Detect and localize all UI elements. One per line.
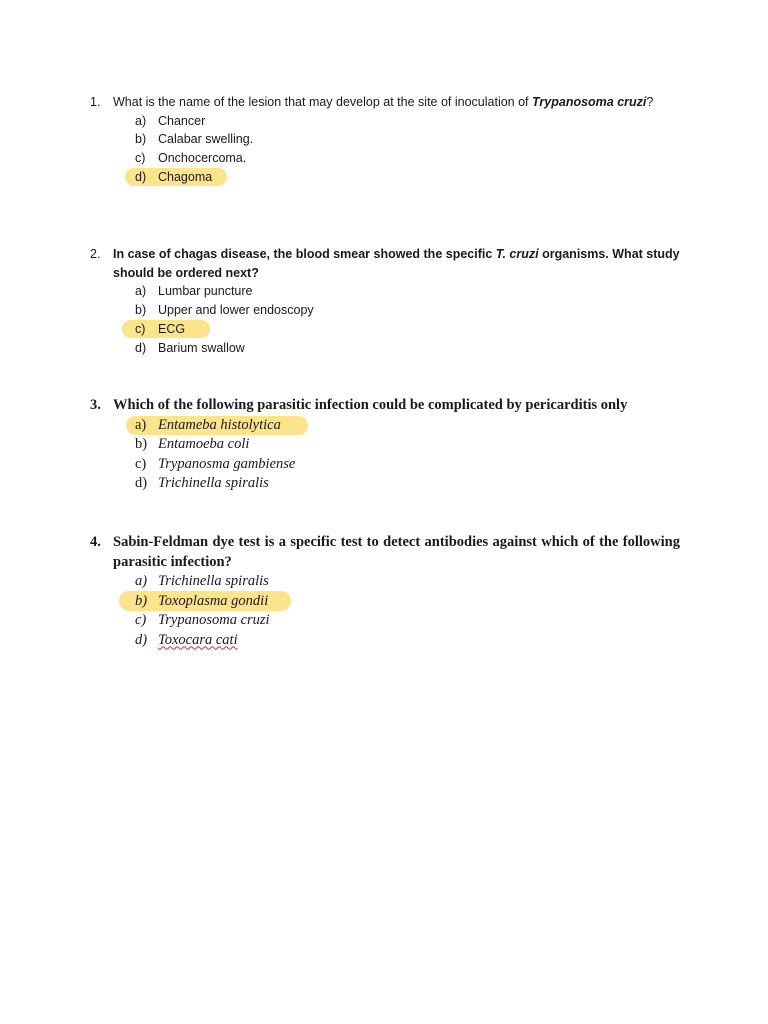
question-2 (90, 245, 680, 357)
option-letter: d) (135, 340, 147, 355)
organism-name: Trypanosoma cruzi (532, 95, 647, 109)
option-letter: d) (135, 475, 148, 491)
option-text: ECG (158, 321, 186, 336)
option-letter: c) (135, 321, 146, 336)
option-letter: c) (135, 151, 146, 166)
question-text (113, 245, 680, 282)
option-text: Chagoma (158, 169, 213, 184)
option-text: Trypanosoma cruzi (158, 612, 270, 628)
option-letter: b) (135, 303, 147, 318)
option-text: Entameba histolytica (158, 416, 281, 433)
option-letter: b) (135, 132, 147, 147)
option-text: Entamoeba coli (158, 436, 250, 452)
question-number: 3. (90, 397, 101, 413)
option-d (135, 631, 680, 651)
question-text: Which of the following parasitic infection could be complicated by pericarditis only (113, 397, 628, 413)
option-text: Chancer (158, 113, 206, 128)
option-c (135, 611, 680, 631)
organism-name: T. cruzi (495, 247, 539, 261)
option-b (135, 435, 680, 455)
option-text: Trichinella spiralis (158, 573, 269, 589)
question-1 (90, 93, 680, 187)
option-a-highlighted (135, 416, 680, 436)
option-d (135, 474, 680, 494)
option-letter: d) (135, 631, 148, 648)
option-text: Trichinella spiralis (158, 475, 269, 491)
option-letter: c) (135, 612, 147, 628)
option-text: Calabar swelling. (158, 132, 254, 147)
option-text: Barium swallow (158, 340, 245, 355)
question-number: 4. (90, 534, 101, 550)
option-letter: a) (135, 284, 147, 299)
question-number: 1. (90, 95, 101, 109)
option-c (135, 455, 680, 475)
option-letter: a) (135, 113, 147, 128)
option-a (135, 572, 680, 592)
option-text: Toxoplasma gondii (158, 592, 269, 609)
option-c (135, 149, 680, 168)
option-letter: a) (135, 416, 147, 433)
question-text (113, 93, 680, 112)
option-letter: b) (135, 592, 148, 609)
option-d-highlighted (135, 168, 680, 187)
option-text: Trypanosma gambiense (158, 455, 296, 472)
option-c-highlighted (135, 320, 680, 339)
option-letter: c) (135, 455, 147, 472)
question-text-suffix: organisms. What study should be ordered next? (113, 247, 680, 280)
question-text-prefix: In case of chagas disease, the blood smear showed the specific (113, 247, 496, 261)
option-letter: a) (135, 573, 148, 589)
option-a (135, 282, 680, 301)
question-text: Sabin-Feldman dye test is a specific test to detect antibodies against which of the following parasitic infection? (113, 534, 680, 570)
option-letter: d) (135, 169, 147, 184)
option-b (135, 301, 680, 320)
question-3 (90, 396, 680, 494)
question-text-suffix: ? (646, 95, 654, 109)
question-4 (90, 533, 680, 650)
question-text-prefix: What is the name of the lesion that may develop at the site of inoculation of (113, 95, 532, 109)
question-number: 2. (90, 247, 101, 261)
option-text: Toxocara cati (158, 631, 238, 648)
option-d (135, 339, 680, 358)
option-text: Lumbar puncture (158, 284, 253, 299)
option-b-highlighted (135, 592, 680, 612)
option-text: Onchocercoma. (158, 151, 247, 166)
option-a (135, 112, 680, 131)
option-b (135, 130, 680, 149)
option-text: Upper and lower endoscopy (158, 303, 314, 318)
option-letter: b) (135, 436, 148, 452)
